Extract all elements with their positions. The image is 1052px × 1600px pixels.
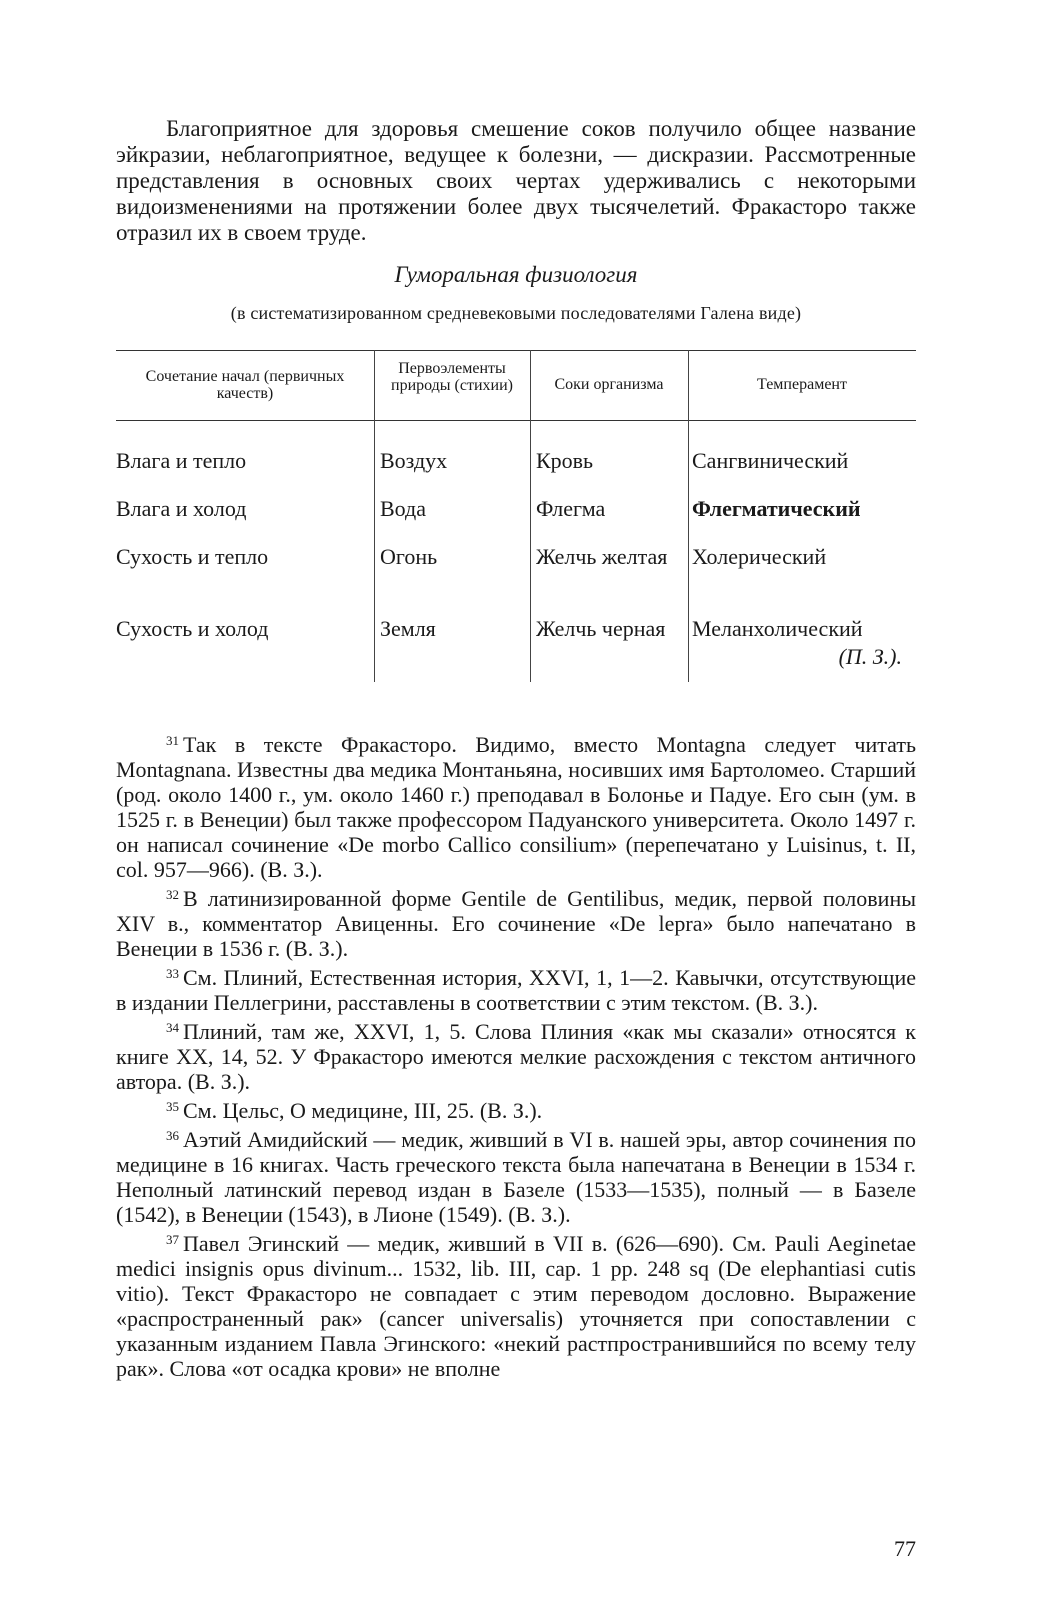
- cell-combination: Сухость и холод: [116, 616, 269, 641]
- footnote: [116, 882, 916, 961]
- footnote: [116, 961, 916, 1015]
- cell-juice: Желчь желтая: [536, 544, 668, 569]
- header-juices: Соки организма: [554, 376, 664, 393]
- footnote: [116, 728, 916, 882]
- footnote: [116, 1015, 916, 1094]
- cell-element: Земля: [380, 616, 436, 641]
- cell-juice: Флегма: [536, 496, 606, 521]
- footnote-text: Плиний, там же, XXVI, 1, 5. Слова Плиния «как мы сказали» относятся к книге XX, 14, 52. У Фракасторо имеются мелкие расхождения с текстом античного автора. (В. З.).: [116, 1019, 916, 1094]
- footnote-text: В латинизированной форме Gentile de Gentilibus, медик, первой половины XIV в., комментатор Авиценны. Его сочинение «De lepra» было напечатано в Венеции в 1536 г. (В. З.).: [116, 886, 916, 961]
- header-temperament: Темперамент: [757, 376, 847, 393]
- footnote-text: См. Плиний, Естественная история, XXVI, 1, 1—2. Кавычки, отсутствующие в издании Пеллегрини, расставлены в соответствии с этим текстом. (В. З.).: [116, 965, 916, 1015]
- cell-element: Вода: [380, 496, 426, 521]
- footnote: [116, 1094, 916, 1123]
- table-title: Гуморальная физиология: [394, 262, 638, 287]
- cell-element: Огонь: [380, 544, 438, 569]
- footnotes: [116, 728, 916, 1381]
- humoral-table: [116, 350, 916, 694]
- table-top-rule: [116, 350, 916, 351]
- footnote-number: 33: [166, 966, 179, 981]
- intro-paragraph: [116, 116, 916, 246]
- footnote-number: 36: [166, 1128, 179, 1143]
- header-elements: Первоэлементы природы (стихии): [391, 360, 513, 394]
- footnote-number: 32: [166, 887, 179, 902]
- cell-temperament: Сангвинический: [692, 448, 849, 473]
- column-divider: [374, 350, 375, 682]
- footnote-text: Аэтий Амидийский — медик, живший в VI в. нашей эры, автор сочинения по медицине в 16 книгах. Часть греческого текста была напечатана в Венеции в 1534 г. Неполный латинский перевод издан в Базеле (1533—1535), полный — в Базеле (1542), в Венеции (1543), в Лионе (1549). (В. З.).: [116, 1127, 916, 1227]
- table-attribution: (П. З.).: [838, 644, 902, 669]
- cell-temperament: Меланхолический: [692, 616, 863, 641]
- column-divider: [530, 350, 531, 682]
- footnote-text: Так в тексте Фракасторо. Видимо, вместо Montagna следует читать Montagnana. Известны два медика Монтаньяна, носивших имя Бартоломео. Старший (род. около 1400 г., ум. около 1460 г.) преподавал в Болонье и Падуе. Его сын (ум. в 1525 г. в Венеции) был также профессором Падуанского университета. Около 1497 г. он написал сочинение «De morbo Callico consilium» (перепечатано у Luisinus, t. II, col. 957—966). (В. З.).: [116, 732, 916, 882]
- cell-temperament: Флегматический: [692, 496, 861, 521]
- footnote-number: 35: [166, 1099, 179, 1114]
- cell-combination: Влага и тепло: [116, 448, 247, 473]
- cell-juice: Желчь черная: [536, 616, 666, 641]
- cell-combination: Сухость и тепло: [116, 544, 269, 569]
- header-combination: Сочетание начал (первичных качеств): [145, 368, 345, 402]
- footnote-number: 34: [166, 1020, 179, 1035]
- footnote: [116, 1123, 916, 1227]
- table-header-rule: [116, 420, 916, 421]
- intro-text: Благоприятное для здоровья смешение соков получило общее название эйкразии, неблагоприятное, ведущее к болезни, — дискразии. Рассмотренные представления в основных своих чертах удерживались с некоторыми видоизменениями на протяжении более двух тысячелетий. Фракасторо также отразил их в своем труде.: [116, 116, 916, 245]
- page-number: 77: [894, 1536, 916, 1561]
- cell-temperament: Холерический: [692, 544, 827, 569]
- cell-juice: Кровь: [536, 448, 594, 473]
- table-subtitle: (в систематизированном средневековыми последователями Галена виде): [230, 303, 802, 323]
- cell-combination: Влага и холод: [116, 496, 247, 521]
- footnote-text: Павел Эгинский — медик, живший в VII в. (626—690). См. Pauli Aeginetae medici insignis opus divinum... 1532, lib. III, cap. 1 pp. 248 sq (De elephantiasi cutis vitio). Текст Фракасторо не совпадает с этим переводом дословно. Выражение «распространенный рак» (cancer universalis) уточняется при сопоставлении с указанным изданием Павла Эгинского: «некий растпространившийся по всему телу рак». Слова «от осадка крови» не вполне: [116, 1231, 916, 1381]
- column-divider: [688, 350, 689, 682]
- cell-element: Воздух: [380, 448, 448, 473]
- footnote-number: 37: [166, 1232, 179, 1247]
- footnote-text: См. Цельс, О медицине, III, 25. (В. З.).: [183, 1098, 543, 1123]
- footnote: [116, 1227, 916, 1381]
- footnote-number: 31: [166, 733, 179, 748]
